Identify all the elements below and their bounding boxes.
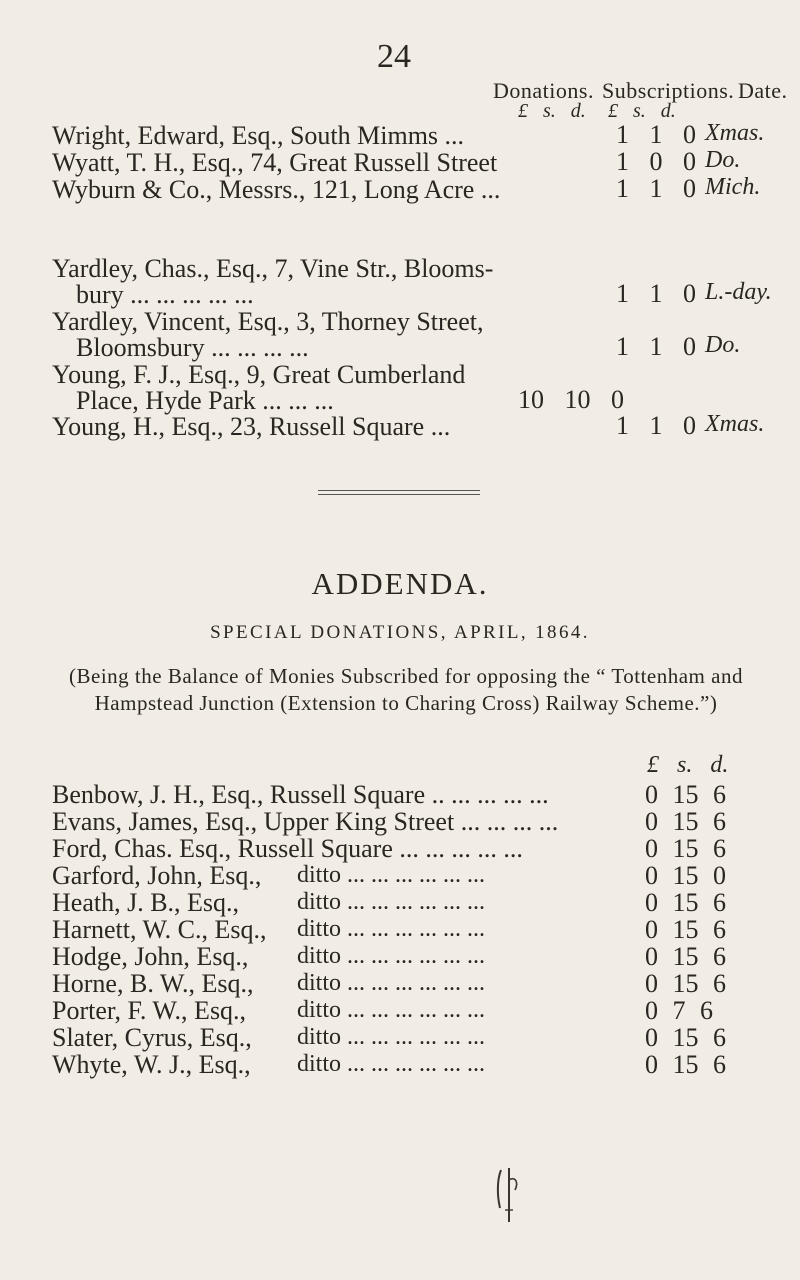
entry-date: Do. — [705, 332, 741, 358]
subscriptions-column-header: Subscriptions. — [602, 78, 735, 103]
subscription-amount: 1 1 0 — [616, 332, 696, 361]
ditto-mark: ditto ... ... ... ... ... ... — [297, 1051, 486, 1077]
donation-amount: 0 7 6 — [645, 996, 713, 1025]
ditto-mark: ditto ... ... ... ... ... ... — [297, 943, 486, 969]
entry-line: Wright, Edward, Esq., South Mimms ... — [52, 121, 465, 150]
subscription-amount: 1 1 0 — [616, 174, 696, 203]
donation-amount: 0 15 6 — [645, 780, 726, 809]
page-number: 24 — [377, 38, 411, 75]
subscription-amount: 1 0 0 — [616, 147, 696, 176]
divider-rule — [318, 494, 480, 495]
entry-line: bury ... ... ... ... ... — [76, 280, 254, 309]
donation-amount: 0 15 6 — [645, 1023, 726, 1052]
ditto-mark: ditto ... ... ... ... ... ... — [297, 1024, 486, 1050]
entry-line: Wyburn & Co., Messrs., 121, Long Acre ... — [52, 175, 501, 204]
entry-line: Place, Hyde Park ... ... ... — [76, 386, 334, 415]
entry-date: Xmas. — [705, 120, 765, 146]
addenda-title: ADDENDA. — [311, 566, 489, 601]
donor-name: Evans, James, Esq., Upper King Street ... ... ... ... — [52, 807, 559, 836]
addenda-units: £ s. d. — [647, 752, 729, 778]
subscription-amount: 1 1 0 — [616, 279, 696, 308]
entry-line: Wyatt, T. H., Esq., 74, Great Russell Street — [52, 148, 498, 177]
entry-date: Xmas. — [705, 411, 765, 437]
entry-date: Do. — [705, 147, 741, 173]
entry-line: Yardley, Vincent, Esq., 3, Thorney Street, — [52, 307, 484, 336]
donation-amount: 10 10 0 — [518, 385, 624, 414]
divider-rule — [318, 490, 480, 491]
ditto-mark: ditto ... ... ... ... ... ... — [297, 997, 486, 1023]
donation-amount: 0 15 6 — [645, 969, 726, 998]
donor-name: Horne, B. W., Esq., — [52, 969, 254, 998]
entry-line: Bloomsbury ... ... ... ... — [76, 333, 309, 362]
donation-amount: 0 15 6 — [645, 915, 726, 944]
donor-name: Whyte, W. J., Esq., — [52, 1050, 251, 1079]
donation-amount: 0 15 6 — [645, 888, 726, 917]
donor-name: Benbow, J. H., Esq., Russell Square .. ... ... ... ... — [52, 780, 549, 809]
ditto-mark: ditto ... ... ... ... ... ... — [297, 889, 486, 915]
donations-units: £ s. d. — [518, 100, 586, 122]
entry-line: Young, F. J., Esq., 9, Great Cumberland — [52, 360, 466, 389]
addenda-intro: (Being the Balance of Monies Subscribed for opposing the “ Tottenham and Hampstead Junction (Extension to Charing Cross) Railway Scheme.”) — [69, 664, 743, 715]
ditto-mark: ditto ... ... ... ... ... ... — [297, 916, 486, 942]
donation-amount: 0 15 6 — [645, 807, 726, 836]
donation-amount: 0 15 0 — [645, 861, 726, 890]
subscription-amount: 1 1 0 — [616, 411, 696, 440]
entry-date: Mich. — [705, 174, 761, 200]
addenda-subtitle: SPECIAL DONATIONS, APRIL, 1864. — [210, 622, 590, 643]
subscriptions-units: £ s. d. — [608, 100, 676, 122]
donor-name: Garford, John, Esq., — [52, 861, 262, 890]
donor-name: Hodge, John, Esq., — [52, 942, 249, 971]
donations-column-header: Donations. — [493, 78, 594, 103]
donation-amount: 0 15 6 — [645, 1050, 726, 1079]
donor-name: Ford, Chas. Esq., Russell Square ... ... ... ... ... — [52, 834, 523, 863]
entry-date: L.-day. — [705, 279, 772, 305]
donor-name: Slater, Cyrus, Esq., — [52, 1023, 252, 1052]
donation-amount: 0 15 6 — [645, 834, 726, 863]
donor-name: Harnett, W. C., Esq., — [52, 915, 267, 944]
ditto-mark: ditto ... ... ... ... ... ... — [297, 970, 486, 996]
entry-line: Young, H., Esq., 23, Russell Square ... — [52, 412, 451, 441]
donor-name: Heath, J. B., Esq., — [52, 888, 240, 917]
donor-name: Porter, F. W., Esq., — [52, 996, 247, 1025]
entry-line: Yardley, Chas., Esq., 7, Vine Str., Blooms- — [52, 254, 494, 283]
subscription-amount: 1 1 0 — [616, 120, 696, 149]
donation-amount: 0 15 6 — [645, 942, 726, 971]
ink-mark-icon — [487, 1140, 527, 1230]
date-column-header: Date. — [738, 78, 788, 103]
ditto-mark: ditto ... ... ... ... ... ... — [297, 862, 486, 888]
